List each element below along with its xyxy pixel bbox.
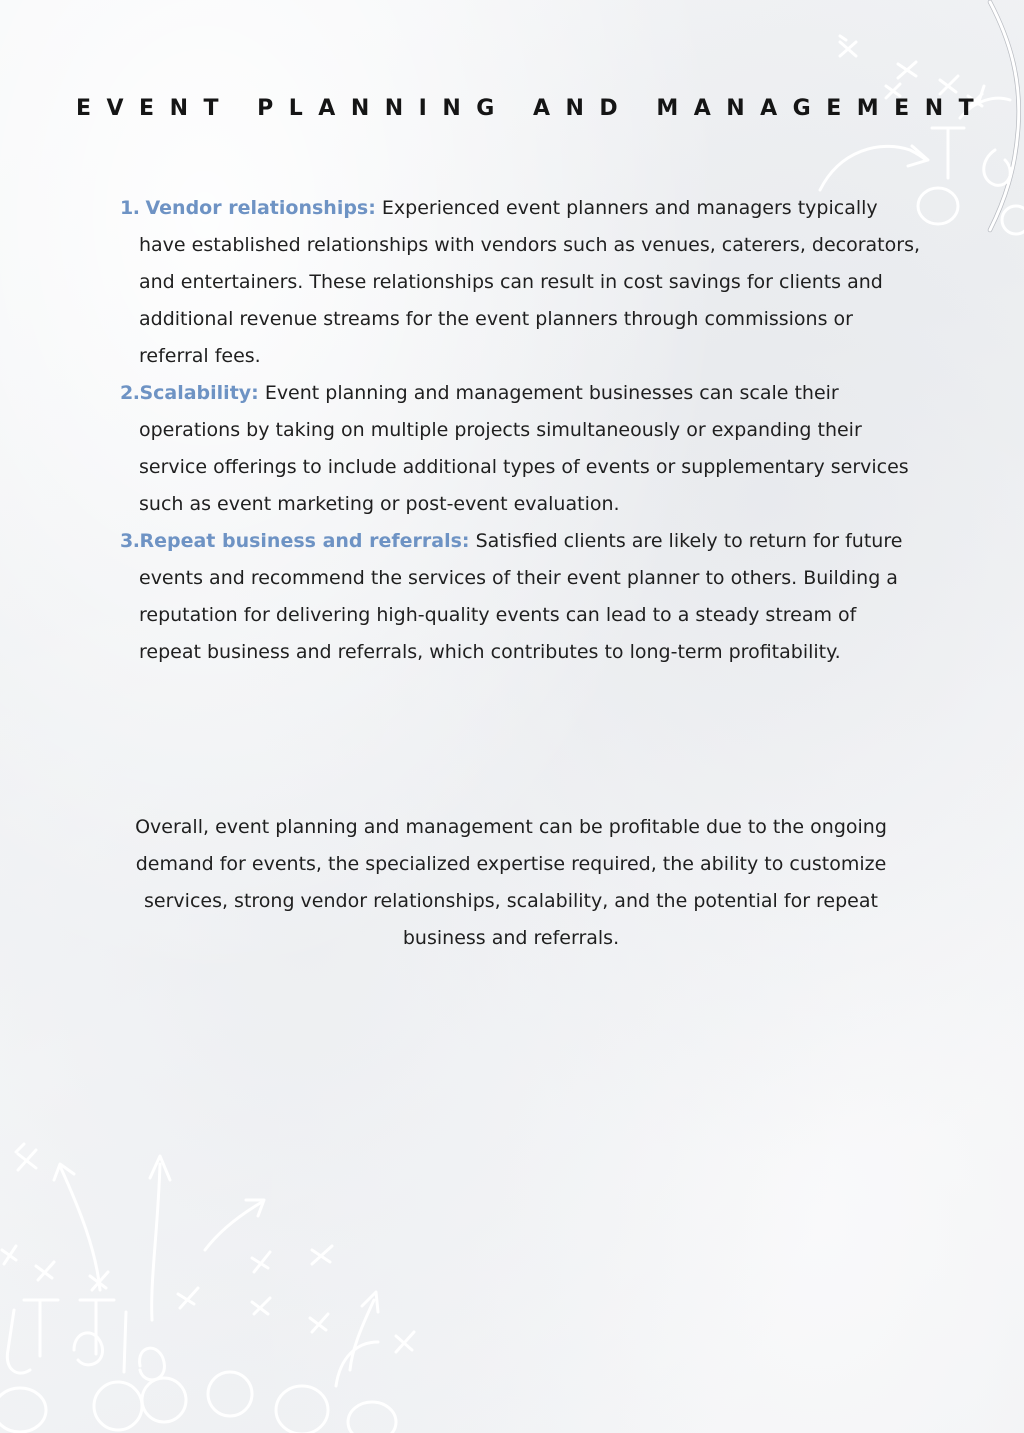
arrow-head-icon — [362, 1292, 378, 1312]
circle-o-icon — [142, 1378, 186, 1422]
diagonal-route-icon — [350, 1300, 374, 1370]
circle-o-icon — [94, 1382, 142, 1430]
item-text: Satisfied clients are likely to return for future events and recommend the services of their event planner to others. Building a reputation for delivering high-quality events can lead to a steady stream of repeat business and referrals, which contributes to long-term profitability. — [139, 530, 903, 663]
x-mark-icon — [898, 62, 916, 78]
benefits-list — [120, 190, 920, 671]
item-heading: Vendor relationships: — [145, 197, 376, 219]
x-mark-icon — [18, 1150, 36, 1170]
t-route-icon — [80, 1300, 114, 1354]
loop-route-icon — [984, 150, 1010, 185]
straight-route-icon — [124, 1312, 126, 1372]
loop-route-icon — [140, 1348, 165, 1380]
t-route-icon — [24, 1300, 58, 1356]
curve-line-icon — [60, 1166, 100, 1290]
x-mark-icon — [252, 1298, 270, 1314]
conclusion-paragraph: Overall, event planning and management can be profitable due to the ongoing demand for events, the specialized expertise required, the ability to customize services, strong vendor relationships, scalability, and the potential for repeat business and referrals. — [135, 816, 887, 949]
circle-o-icon — [0, 1388, 46, 1432]
circle-o-icon — [208, 1372, 252, 1416]
item-text: Event planning and management businesses can scale their operations by taking on multiple projects simultaneously or expanding their service offerings to include additional types of events or supplementary services such as event marketing or post-event evaluation. — [139, 382, 909, 515]
x-mark-icon — [840, 36, 856, 56]
curve-line-icon — [990, 2, 1019, 230]
item-heading: Scalability: — [139, 382, 259, 404]
loop-route-icon — [74, 1333, 103, 1365]
list-item — [120, 523, 920, 671]
circle-o-icon — [348, 1402, 396, 1433]
curve-line-icon — [7, 1310, 30, 1373]
item-number: 2. — [120, 382, 140, 404]
circle-o-icon — [918, 188, 958, 224]
x-mark-icon — [396, 1332, 414, 1352]
circle-o-icon — [276, 1386, 328, 1433]
item-text: Experienced event planners and managers typically have established relationships with vendors such as venues, caterers, decorators, and entertainers. These relationships can result in cost savings for clients and additional revenue streams for the event planners through commissions or referral fees. — [139, 197, 921, 367]
arrow-head-icon — [54, 1164, 74, 1180]
list-item — [120, 190, 920, 375]
x-mark-icon — [940, 76, 958, 94]
curved-arrow-icon — [820, 146, 926, 190]
x-mark-icon — [2, 1246, 16, 1264]
page-title: EVENT PLANNING AND MANAGEMENT — [76, 96, 990, 121]
play-diagram-bottom-left — [0, 1130, 440, 1433]
x-mark-icon — [36, 1262, 54, 1280]
item-heading: Repeat business and referrals: — [139, 530, 470, 552]
straight-route-icon — [152, 1164, 160, 1320]
diagonal-route-icon — [205, 1202, 262, 1250]
x-mark-icon — [16, 1144, 24, 1152]
x-mark-icon — [178, 1288, 198, 1308]
x-mark-icon — [90, 1272, 108, 1290]
x-mark-icon — [252, 1252, 270, 1272]
play-diagram-shadow — [990, 2, 1019, 230]
item-number: 3. — [120, 530, 140, 552]
x-mark-icon — [310, 1314, 328, 1332]
list-item — [120, 375, 920, 523]
t-route-icon — [932, 128, 964, 178]
curve-line-icon — [336, 1342, 378, 1386]
x-mark-icon — [312, 1246, 332, 1264]
item-number: 1. — [120, 197, 140, 219]
arrow-head-icon — [246, 1200, 264, 1216]
arrow-head-icon — [150, 1156, 170, 1180]
arrow-head-icon — [908, 146, 928, 166]
circle-o-icon — [1002, 206, 1024, 234]
